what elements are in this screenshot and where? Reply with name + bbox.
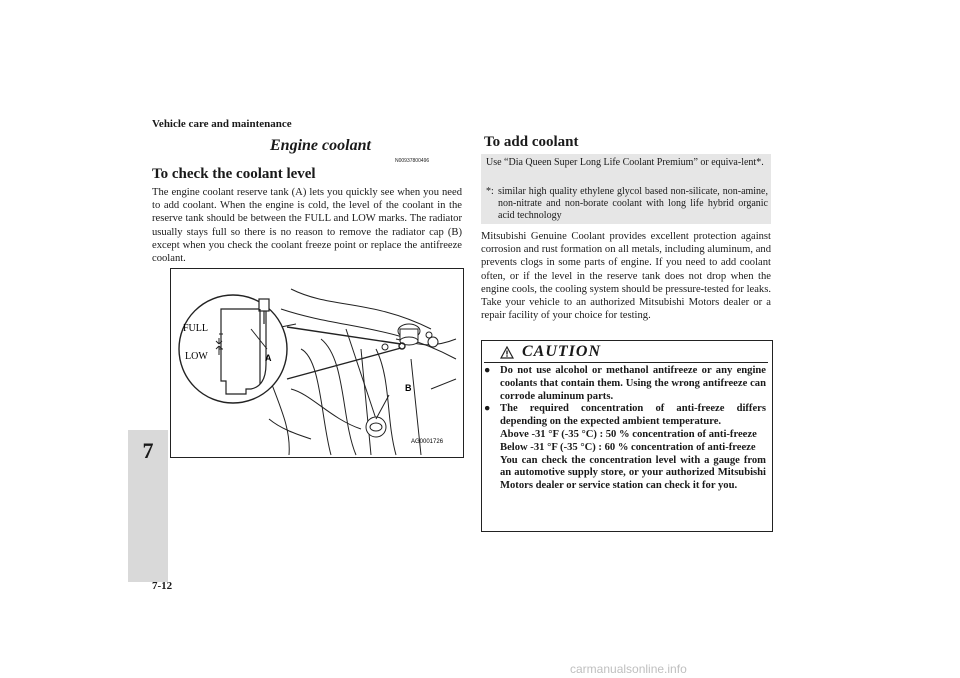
caution-check-text: You can check the concentration level with a gauge from an automotive supply store, or your authorized Mitsubishi Motors dealer or service station can check it for you. — [500, 454, 766, 492]
chapter-number: 7 — [142, 438, 154, 463]
caution-item — [484, 365, 766, 403]
coolant-tank-figure — [170, 268, 464, 458]
coolant-spec-text: Use “Dia Queen Super Long Life Coolant Premium” or equiva-lent*. — [486, 157, 764, 168]
caution-item-text: Do not use alcohol or methanol antifreeze or any engine coolants that contain them. Using the wrong antifreeze can corrode aluminum parts. — [500, 365, 766, 402]
bullet-icon: ● — [484, 403, 491, 415]
caution-header — [500, 343, 601, 361]
caution-title: CAUTION — [522, 343, 602, 360]
add-coolant-heading: To add coolant — [484, 134, 579, 150]
figure-code: AG0001726 — [411, 439, 444, 445]
footnote-marker: *: — [486, 186, 494, 197]
caution-item-intro: The required concentration of anti-freeze differs depending on the expected ambient temperature. — [500, 403, 766, 428]
check-level-heading: To check the coolant level — [152, 166, 316, 182]
site-watermark: carmanualsonline.info — [570, 662, 687, 676]
engine-bay-illustration — [171, 269, 463, 457]
reference-code: N00937800496 — [395, 158, 430, 164]
page-header: Vehicle care and maintenance — [152, 118, 292, 130]
caution-divider — [484, 362, 768, 363]
label-a: A — [265, 353, 272, 363]
footnote-text: similar high quality ethylene glycol based non-silicate, non-amine, non-nitrate and non-borate coolant with long life hybrid organic acid technology — [498, 186, 768, 221]
full-mark-label: FULL — [183, 323, 208, 334]
coolant-spec-footnote — [486, 186, 768, 222]
caution-item — [484, 403, 766, 493]
check-level-text: The engine coolant reserve tank (A) lets you quickly see when you need to add coolant. When the engine is cold, the level of the coolant in the reserve tank should be between the FULL and LOW marks. The radiator usually stays full so there is no reason to remove the radiator cap (B) except when you check the coolant freeze point or replace the antifreeze coolant. — [152, 187, 462, 265]
add-coolant-text: Mitsubishi Genuine Coolant provides excellent protection against corrosion and rust formation on all metals, including aluminum, and prevents clogs in some parts of engine. If you need to add coolant often, or if the level in the reserve tank does not drop when the engine cools, the cooling system should be pressure-tested for leaks. Take your vehicle to an authorized Mitsubishi Motors dealer or a repair facility of your choice for testing. — [481, 231, 771, 322]
caution-list — [484, 365, 766, 493]
label-b: B — [405, 383, 412, 393]
caution-above-temp: Above -31 °F (-35 °C) : 50 % concentration of anti-freeze — [500, 428, 757, 440]
caution-below-temp: Below -31 °F (-35 °C) : 60 % concentration of anti-freeze — [500, 441, 756, 453]
section-title: Engine coolant — [270, 137, 371, 154]
chapter-tab — [128, 430, 168, 582]
page-number: 7-12 — [152, 580, 173, 592]
warning-triangle-icon — [500, 346, 514, 359]
bullet-icon: ● — [484, 365, 491, 376]
low-mark-label: LOW — [185, 351, 208, 362]
